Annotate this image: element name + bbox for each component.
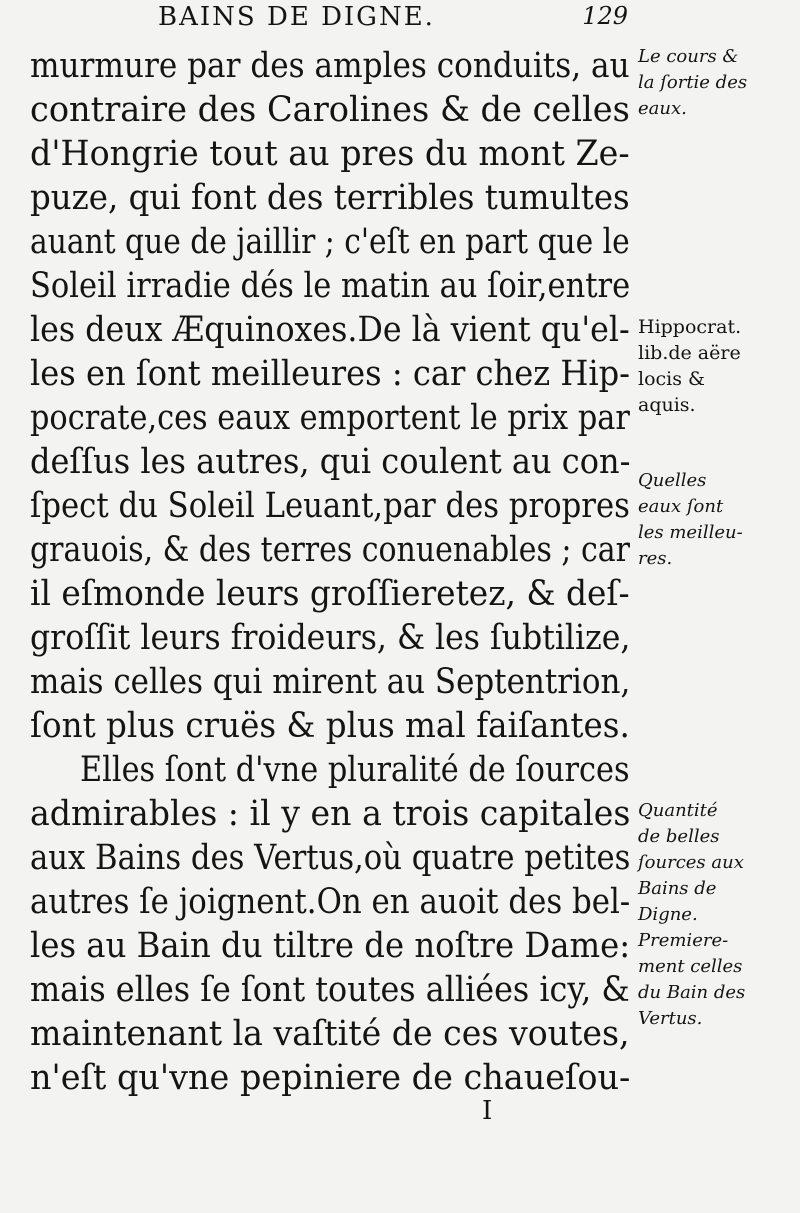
margin-note-line: Bains de	[638, 878, 717, 899]
text-line: mais celles qui mirent au Septentrion,	[30, 662, 631, 702]
text-line: grauois, & des terres conuenables ; car	[30, 530, 630, 570]
margin-note-line: du Bain des	[638, 982, 746, 1003]
text-line: d'Hongrie tout au pres du mont Ze-	[30, 134, 630, 174]
margin-note-line: Le cours &	[638, 46, 739, 67]
text-line: ſpect du Soleil Leuant,par des propres	[30, 486, 630, 526]
page-header	[158, 2, 628, 42]
margin-note-line: res.	[638, 548, 673, 569]
margin-note-line: Hippocrat.	[638, 316, 742, 338]
text-line: deſſus les autres, qui coulent au con-	[30, 442, 631, 482]
margin-note-hippocrat	[638, 314, 796, 418]
text-line: groſſit leurs froideurs, & les ſubtilize,	[30, 618, 631, 658]
margin-note-line: aquis.	[638, 394, 696, 416]
body-text	[30, 44, 634, 1100]
margin-note-line: eaux ſont	[638, 496, 724, 517]
margin-note-line: lib.de aëre	[638, 342, 741, 364]
text-line: pocrate,ces eaux emportent le prix par	[30, 398, 630, 438]
text-line: les au Bain du tiltre de noſtre Dame:	[30, 926, 631, 966]
text-line: il eſmonde leurs groſſieretez, & deſ-	[30, 574, 630, 614]
text-line: Soleil irradie dés le matin au ſoir,entre	[30, 266, 631, 306]
paragraph-start-line: Elles ſont d'vne pluralité de ſources	[79, 750, 630, 790]
margin-note-line: ment celles	[638, 956, 743, 977]
running-title: BAINS DE DIGNE.	[158, 2, 435, 32]
text-line: les deux Æquinoxes.De là vient qu'el-	[30, 310, 630, 350]
text-line: admirables : il y en a trois capitales	[30, 794, 631, 834]
margin-note-line: Quelles	[638, 470, 707, 491]
text-line: aux Bains des Vertus,où quatre petites	[30, 838, 631, 878]
text-line: ſont plus cruës & plus mal faiſantes.	[30, 706, 630, 746]
text-line: n'eſt qu'vne pepiniere de chaueſou-	[30, 1058, 631, 1098]
text-line: mais elles ſe ſont toutes alliées icy, &	[30, 970, 630, 1010]
margin-note-line: Vertus.	[638, 1008, 703, 1029]
margin-note-line: ſources aux	[638, 852, 744, 873]
page-number: 129	[582, 2, 628, 30]
margin-note-line: de belles	[638, 826, 720, 847]
margin-note-cours	[638, 44, 796, 122]
margin-note-line: eaux.	[638, 98, 687, 119]
margin-note-quantite	[638, 798, 796, 1032]
text-line: puze, qui font des terribles tumultes	[30, 178, 630, 218]
text-line: murmure par des amples conduits, au	[30, 46, 630, 86]
margin-note-line: Quantité	[638, 800, 718, 821]
margin-note-line: la ſortie des	[638, 72, 748, 93]
text-line: auant que de jaillir ; c'eſt en part que le	[30, 222, 630, 262]
margin-note-quelles	[638, 468, 796, 572]
text-line: maintenant la vaſtité de ces voutes,	[30, 1014, 630, 1054]
margin-note-line: Digne.	[638, 904, 698, 925]
margin-note-line: les meilleu-	[638, 522, 743, 543]
signature-mark: I	[482, 1096, 493, 1126]
text-line: autres ſe joignent.On en auoit des bel-	[30, 882, 631, 922]
text-line: les en ſont meilleures : car chez Hip-	[30, 354, 631, 394]
text-line: contraire des Carolines & de celles	[30, 90, 630, 130]
margin-note-line: locis &	[638, 368, 705, 390]
margin-note-line: Premiere-	[638, 930, 729, 951]
